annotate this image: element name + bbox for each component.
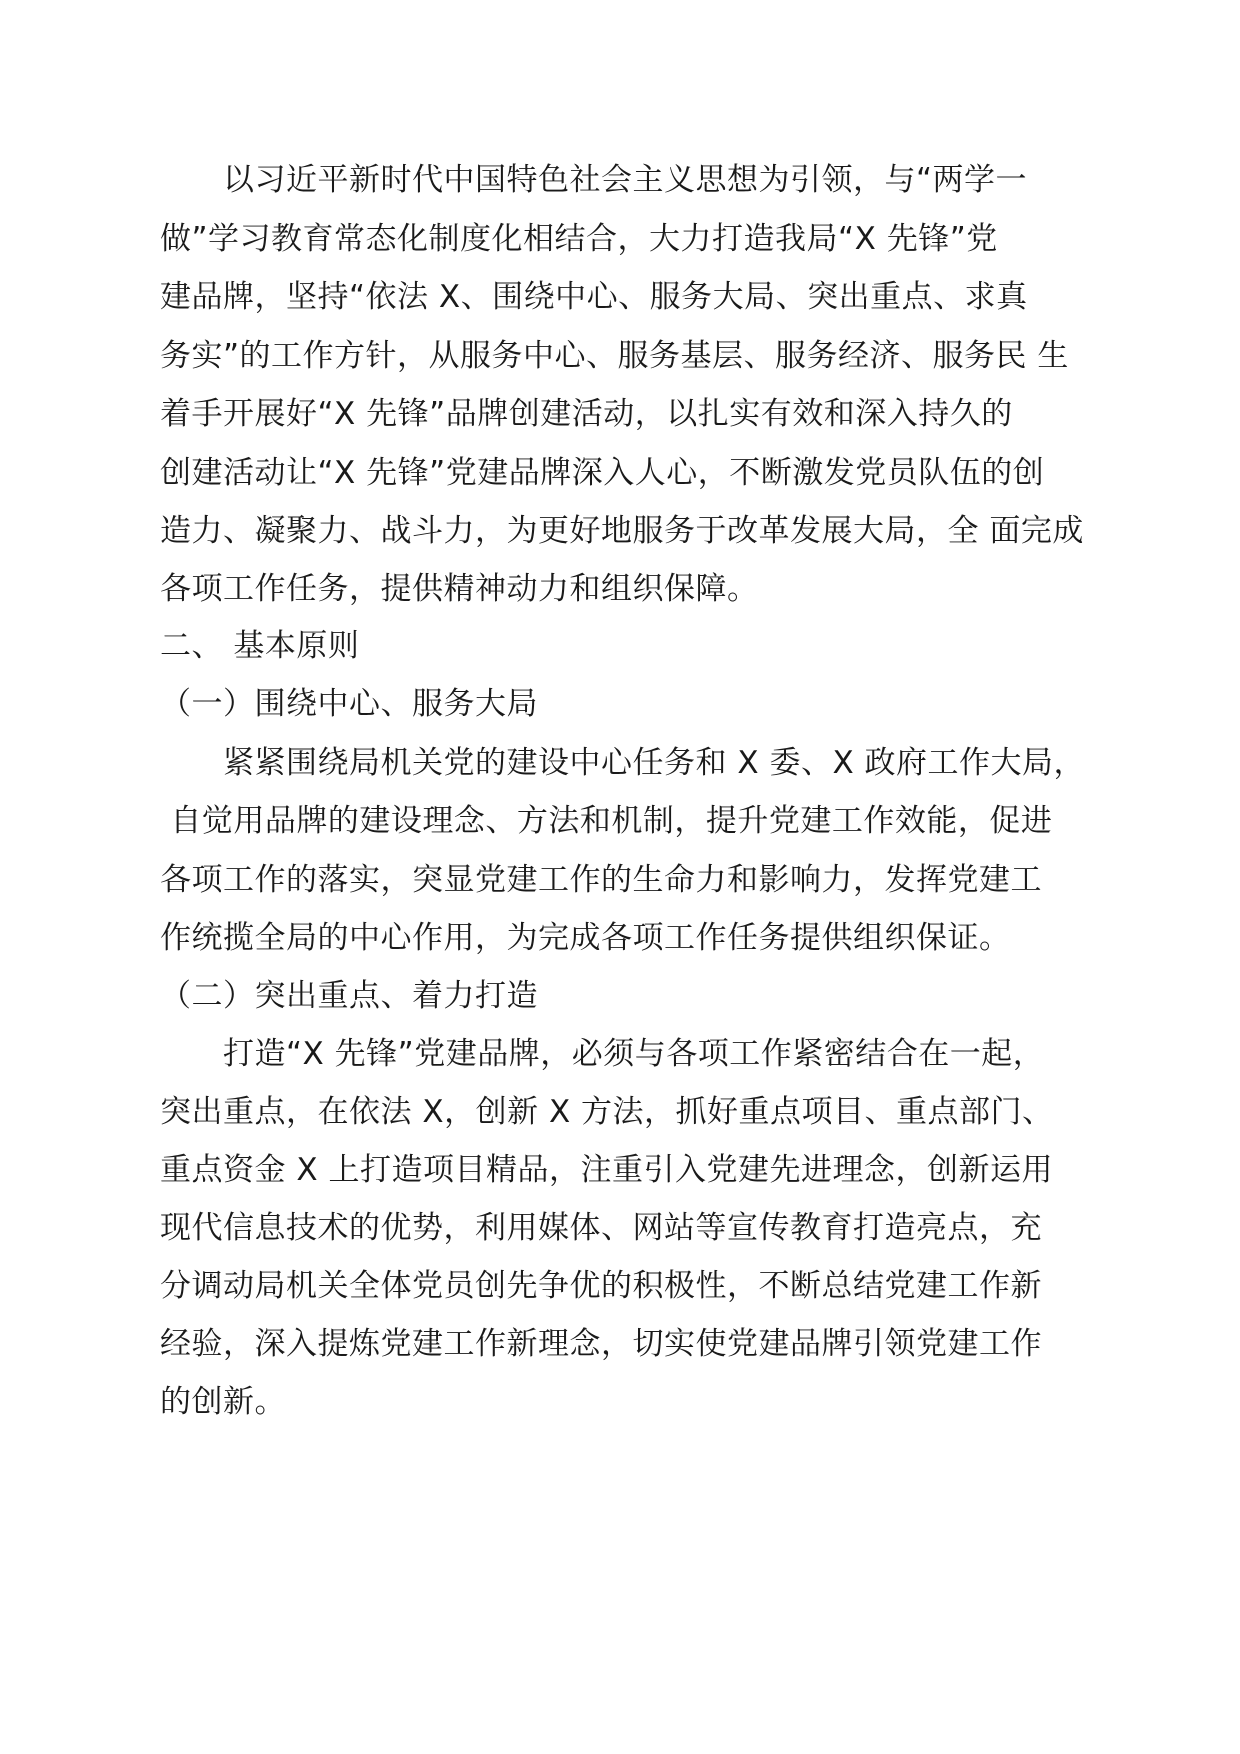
paragraph-line: 各项工作的落实，突显党建工作的生命力和影响力，发挥党建工 [160, 862, 1042, 898]
paragraph-line: 分调动局机关全体党员创先争优的积极性，不断总结党建工作新 [160, 1268, 1042, 1304]
paragraph-line: 自觉用品牌的建设理念、方法和机制，提升党建工作效能，促进 [160, 803, 1053, 839]
paragraph-line: 造力、凝聚力、战斗力，为更好地服务于改革发展大局，全 面完成 [160, 513, 1084, 549]
paragraph-line: 务实”的工作方针，从服务中心、服务基层、服务经济、服务民 生 [160, 338, 1069, 374]
paragraph-line: 打造“X 先锋”党建品牌，必须与各项工作紧密结合在一起， [160, 1036, 1045, 1072]
section-heading: 二、 基本原则 [160, 628, 360, 664]
paragraph-line: 创建活动让“X 先锋”党建品牌深入人心，不断激发党员队伍的创 [160, 455, 1045, 491]
paragraph-line: 各项工作任务，提供精神动力和组织保障。 [160, 571, 759, 607]
subsection-heading: （二）突出重点、着力打造 [160, 978, 538, 1014]
paragraph-line: 着手开展好“X 先锋”品牌创建活动，以扎实有效和深入持久的 [160, 396, 1013, 432]
paragraph-line: 现代信息技术的优势，利用媒体、网站等宣传教育打造亮点，充 [160, 1210, 1042, 1246]
paragraph-line: 建品牌，坚持“依法 X、围绕中心、服务大局、突出重点、求真 [160, 279, 1028, 315]
paragraph-line: 紧紧围绕局机关党的建设中心任务和 X 委、X 政府工作大局， [160, 745, 1086, 781]
paragraph-line: 作统揽全局的中心作用，为完成各项工作任务提供组织保证。 [160, 920, 1011, 956]
paragraph-line: 突出重点，在依法 X，创新 X 方法，抓好重点项目、重点部门、 [160, 1094, 1054, 1130]
paragraph-line: 重点资金 X 上打造项目精品，注重引入党建先进理念，创新运用 [160, 1152, 1053, 1188]
paragraph-line: 经验，深入提炼党建工作新理念，切实使党建品牌引领党建工作 [160, 1326, 1042, 1362]
paragraph-line: 做”学习教育常态化制度化相结合，大力打造我局“X 先锋”党 [160, 221, 998, 257]
paragraph-line: 的创新。 [160, 1384, 286, 1420]
paragraph-line: 以习近平新时代中国特色社会主义思想为引领，与“两学一 [160, 162, 1028, 198]
subsection-heading: （一）围绕中心、服务大局 [160, 686, 538, 722]
